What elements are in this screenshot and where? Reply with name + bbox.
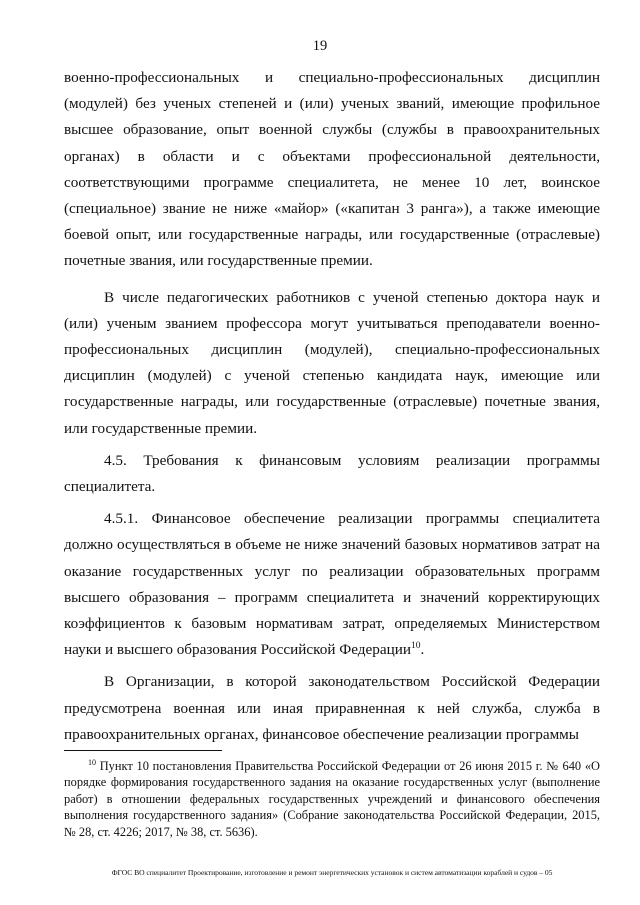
section-heading-4-5: 4.5. Требования к финансовым условиям реализации программы специалитета.	[64, 451, 600, 496]
page-number: 19	[312, 38, 328, 54]
footnotes	[64, 758, 600, 840]
paragraph-4-5-1-text: 4.5.1. Финансовое обеспечение реализации программы специалитета должно осуществляться в объеме не ниже значений базовых нормативов затрат на оказание государственных услуг по реализации образовательных программ высшего образования – программ специалитета и значений корректирующих коэффициентов к базовым нормативам затрат, определяемых Министерством науки и высшего образования Российской Федерации	[64, 510, 600, 659]
page-footer: ФГОС ВО специалитет Проектирование, изготовление и ремонт энергетических установок и систем автоматизации кораблей и судов – 05	[111, 868, 553, 877]
document-body	[64, 65, 600, 748]
footnote-separator	[64, 750, 222, 751]
paragraph-doctoral-staff: В числе педагогических работников с ученой степенью доктора наук и (или) ученым званием профессора могут учитываться преподаватели военно-профессиональных дисциплин (модулей), специально-профессиональных дисциплин (модулей) с ученой степенью кандидата наук, имеющие или государственные награды, или государственные (отраслевые) почетные звания, или государственные премии.	[64, 288, 600, 437]
paragraph-4-5-1	[64, 506, 600, 663]
footnote-text: Пункт 10 постановления Правительства Российской Федерации от 26 июня 2015 г. № 640 «О порядке формирования государственного задания на оказание государственных услуг (выполнение работ) в отношении федеральных государственных учреждений и финансового обеспечения выполнения государственного задания» (Собрание законодательства Российской Федерации, 2015, № 28, ст. 4226; 2017, № 38, ст. 5636).	[64, 759, 600, 839]
footnote-10	[64, 758, 600, 840]
footnote-reference: 10	[411, 641, 421, 652]
paragraph-military-staff: военно-профессиональных и специально-профессиональных дисциплин (модулей) без ученых степеней и (или) ученых званий, имеющие профильное высшее образование, опыт военной службы (службы в правоохранительных органах) в области и с объектами профессиональной деятельности, соответствующими программе специалитета, не менее 10 лет, воинское (специальное) звание не ниже «майор» («капитан 3 ранга»), а также имеющие боевой опыт, или государственные награды, или государственные (отраслевые) почетные звания, или государственные премии.	[64, 69, 600, 270]
footnote-marker: 10	[88, 757, 96, 767]
paragraph-4-5-1-end: .	[420, 641, 425, 659]
paragraph-military-organization: В Организации, в которой законодательством Российской Федерации предусмотрена военная или иная приравненная к ней служба, служба в правоохранительных органах, финансовое обеспечение реализации программы	[64, 673, 600, 743]
